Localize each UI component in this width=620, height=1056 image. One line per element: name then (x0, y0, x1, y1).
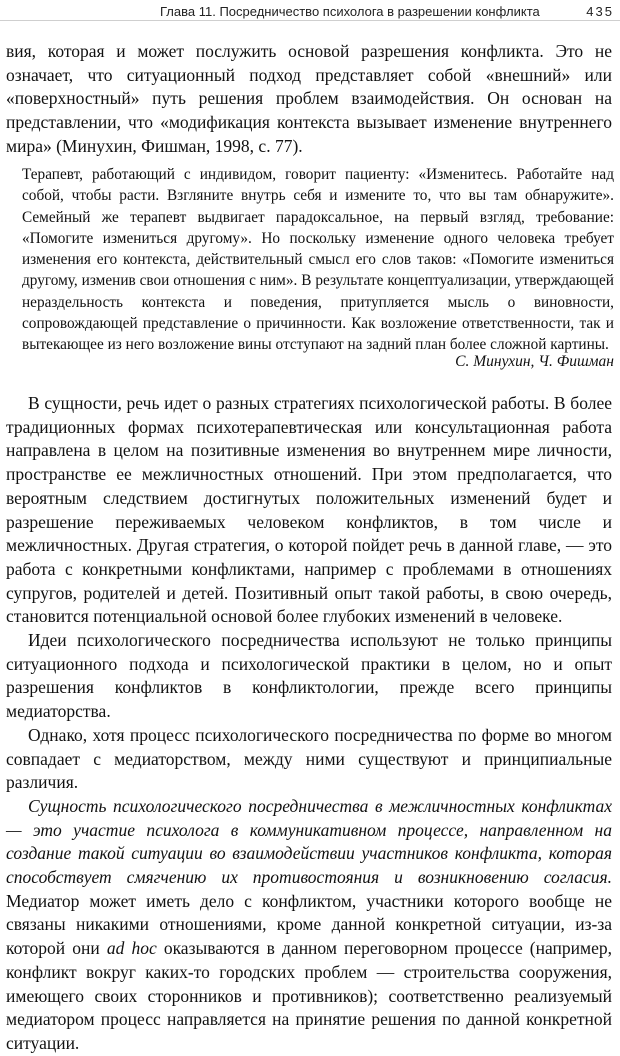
latin-phrase: ad hoc (106, 938, 157, 959)
header-rule (0, 20, 620, 21)
paragraph-definition (6, 795, 612, 1056)
definition-text-2: оказываются в данном переговорном процессе (например, конфликт вокруг каких-то городских проблем — строительства сооружения, имеющего своих сторонников и противников); соответственно реализуемый медиатором процесс направляется на принятие решения по данной конкретной ситуации. (6, 938, 612, 1053)
intro-block (6, 40, 612, 159)
paragraph-ideas: Идеи психологического посредничества используют не только принципы ситуационного подхода и психологической практики в целом, но и опыт разрешения конфликтов в конфликтологии, прежде всего принципы медиаторства. (6, 630, 612, 722)
quote-text: Терапевт, работающий с индивидом, говорит пациенту: «Изменитесь. Работайте над собой, чтобы расти. Взгляните внутрь себя и измените то, что вы там обнаружите». Семейный же терапевт выдвигает парадоксальное, на первый взгляд, требование: «Помогите измениться другому». Но поскольку изменение одного человека требует изменения его контекста, действительный смысл его слов таков: «Помогите измениться другому, изменив свои отношения с ним». В результате концептуализации, утверждающей нераздельность контекста и поведения, притупляется мысль о виновности, сопровождающей представление о причинности. Как возложение ответственности, так и вытекающее из него возложение вины отступают на задний план более сложной картины. (22, 166, 614, 354)
definition-text-1: Медиатор может иметь дело с конфликтом, участники которого вообще не связаны никакими отношениями, кроме данной конкретной ситуации, из-за которой они (6, 890, 612, 959)
intro-paragraph: вия, которая и может послужить основой разрешения конфликта. Это не означает, что ситуационный подход представляет собой «внешний» или «поверхностный» путь решения проблем взаимодействия. Он основан на представлении, что «модификация контекста вызывает изменение внутреннего мира» (Минухин, Фишман, 1998, с. 77). (6, 41, 612, 156)
running-head: Глава 11. Посредничество психолога в разрешении конфликта (160, 4, 540, 19)
page-number: 435 (586, 4, 614, 19)
main-text (6, 392, 612, 1056)
paragraph-differences: Однако, хотя процесс психологического посредничества по форме во многом совпадает с медиаторством, между ними существуют и принципиальные различия. (6, 724, 612, 793)
quote-attribution: С. Минухин, Ч. Фишман (455, 353, 614, 370)
paragraph-strategies: В сущности, речь идет о разных стратегиях психологической работы. В более традиционных формах психотерапевтическая или консультационная работа направлена в целом на позитивные изменения во внутреннем мире личности, пространстве ее межличностных отношений. При этом предполагается, что вероятным следствием достигнутых положительных изменений будет и разрешение переживаемых человеком конфликтов, в том числе и межличностных. Другая стратегия, о которой пойдет речь в данной главе, — это работа с конкретными конфликтами, например с проблемами в отношениях супругов, родителей и детей. Позитивный опыт такой работы, в свою очередь, становится потенциальной основой более глубоких изменений в человеке. (6, 393, 612, 627)
definition-italic: Сущность психологического посредничества в межличностных конфликтах — это участие психолога в коммуникативном процессе, направленном на создание такой ситуации во взаимодействии участников конфликта, которая способствует смягчению их противостояния и возникновению согласия. (6, 795, 612, 888)
epigraph-quote (22, 164, 614, 356)
